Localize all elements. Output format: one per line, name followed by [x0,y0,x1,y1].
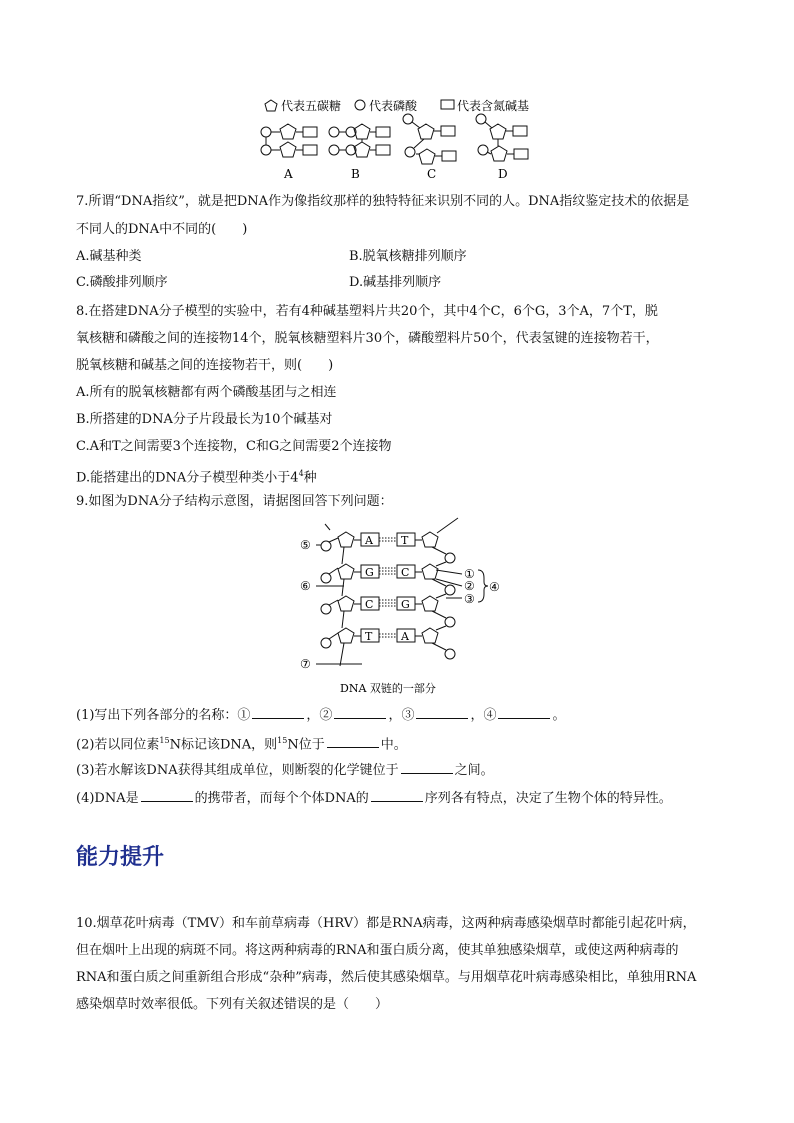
figure1-label-a: A [284,167,293,181]
q7-option-c: C.磷酸排列顺序 [76,275,168,290]
figure1-label-d: D [498,167,508,181]
marker-5: ⑤ [300,538,311,552]
q8-option-d-suffix: 种 [303,470,317,486]
q9-sub2-mid2: N位于 [287,737,325,753]
q8-option-d [76,464,317,488]
option-d-diagram [476,114,528,161]
option-b-diagram [329,124,390,157]
q9-sub4 [76,787,672,809]
base-left-1: A [365,534,373,547]
q9-sub2-mid: N标记该DNA，则 [169,737,278,753]
q9-sub1-text-c: ，③ [388,708,415,723]
q8-option-a: A.所有的脱氧核糖都有两个磷酸基团与之相连 [76,385,337,400]
q9-sub2-end: 中。 [380,737,407,753]
q9-sub2-sup1: 15 [159,736,170,745]
figure1-label-c: C [427,167,437,181]
base-left-2: G [365,566,374,579]
marker-4: ④ [489,580,500,594]
q7-stem-line2: 不同人的DNA中不同的( ) [76,222,248,237]
q7-option-a: A.碱基种类 [76,249,142,264]
q7-option-b: B.脱氧核糖排列顺序 [349,249,467,264]
q8-option-c: C.A和T之间需要3个连接物，C和G之间需要2个连接物 [76,439,392,454]
q9-sub1-end: 。 [552,708,566,723]
q9-sub4-mid: 的携带者，而每个个体DNA的 [194,791,369,806]
q9-sub1-text-b: ，② [306,708,333,723]
answer-blank-1[interactable] [252,704,304,719]
dna-structure-diagram [0,516,794,706]
q10-stem-line4: 感染烟草时效率很低。下列有关叙述错误的是（ ） [76,997,389,1012]
q9-sub3 [76,759,494,781]
base-right-2: C [401,566,410,579]
section-title: 能力提升 [76,845,165,870]
q8-option-d-exponent: 4 [298,469,304,478]
option-c-diagram [403,114,456,164]
q9-sub4-end: 序列各有特点，决定了生物个体的特异性。 [424,791,672,806]
legend-circle-label: 代表磷酸 [369,99,418,113]
q7-option-d: D.碱基排列顺序 [349,275,442,290]
answer-blank-6[interactable] [401,759,453,774]
q9-sub1 [76,704,565,726]
sugar-left-1 [338,532,354,547]
q10-stem-line3: RNA和蛋白质之间重新组合形成“杂种”病毒，然后使其感染烟草。与用烟草花叶病毒感染相比，单独用RNA [76,970,697,985]
q8-stem-line2: 氧核糖和磷酸之间的连接物14个，脱氧核糖塑料片30个，磷酸塑料片50个，代表氢键的连接物若干， [76,331,659,346]
q9-sub1-text-d: ，④ [470,708,497,723]
answer-blank-2[interactable] [334,704,386,719]
q10-stem-line2: 但在烟叶上出现的病斑不同。将这两种病毒的RNA和蛋白质分离，使其单独感染烟草，或使这两种病毒的 [76,943,679,958]
q9-sub3-text: (3)若水解该DNA获得其组成单位，则断裂的化学键位于 [76,763,399,778]
legend-circle-icon [355,100,365,110]
base-left-4: T [365,630,373,643]
q9-intro: 9.如图为DNA分子结构示意图，请据图回答下列问题： [76,494,393,509]
marker-6: ⑥ [300,579,311,593]
option-a-diagram [261,124,317,157]
figure1-label-b: B [351,167,360,181]
q10-stem-line1: 10.烟草花叶病毒（TMV）和车前草病毒（HRV）都是RNA病毒，这两种病毒感染烟草时都能引起花叶病， [76,916,696,931]
base-right-3: G [401,598,410,611]
marker-7: ⑦ [300,657,311,671]
q8-option-d-text: D.能搭建出的DNA分子模型种类小于4 [76,470,299,486]
answer-blank-5[interactable] [327,733,379,748]
base-left-3: C [365,598,374,611]
answer-blank-4[interactable] [498,704,550,719]
dna-caption: DNA 双链的一部分 [340,682,436,695]
base-right-1: T [401,534,409,547]
q9-sub1-text: (1)写出下列各部分的名称：① [76,708,251,723]
q7-stem-line1: 7.所谓“DNA指纹”，就是把DNA作为像指纹那样的独特特征来识别不同的人。DNA指纹鉴定技术的依据是 [76,194,690,209]
q9-sub3-end: 之间。 [454,763,494,778]
answer-blank-3[interactable] [416,704,468,719]
legend-pentagon-label: 代表五碳糖 [281,99,342,113]
legend-rect-label: 代表含氮碱基 [457,99,530,113]
q8-stem-line1: 8.在搭建DNA分子模型的实验中，若有4种碱基塑料片共20个，其中4个C，6个G，3个A，7个T，脱 [76,304,658,319]
marker-3: ③ [464,592,475,606]
marker-2: ② [464,579,475,593]
q9-sub2-text: (2)若以同位素 [76,737,160,753]
q9-sub4-text: (4)DNA是 [76,791,139,806]
phosphate-left-1 [321,541,331,551]
q8-option-b: B.所搭建的DNA分子片段最长为10个碱基对 [76,412,333,427]
base-right-4: A [401,630,409,643]
legend-pentagon-icon [265,100,277,111]
q9-sub2-sup2: 15 [277,736,288,745]
q8-stem-line3: 脱氧核糖和碱基之间的连接物若干，则( ) [76,358,334,373]
q9-sub2 [76,731,407,755]
answer-blank-7[interactable] [141,787,193,802]
marker-1: ① [464,567,475,581]
legend-rect-icon [441,100,454,109]
answer-blank-8[interactable] [371,787,423,802]
